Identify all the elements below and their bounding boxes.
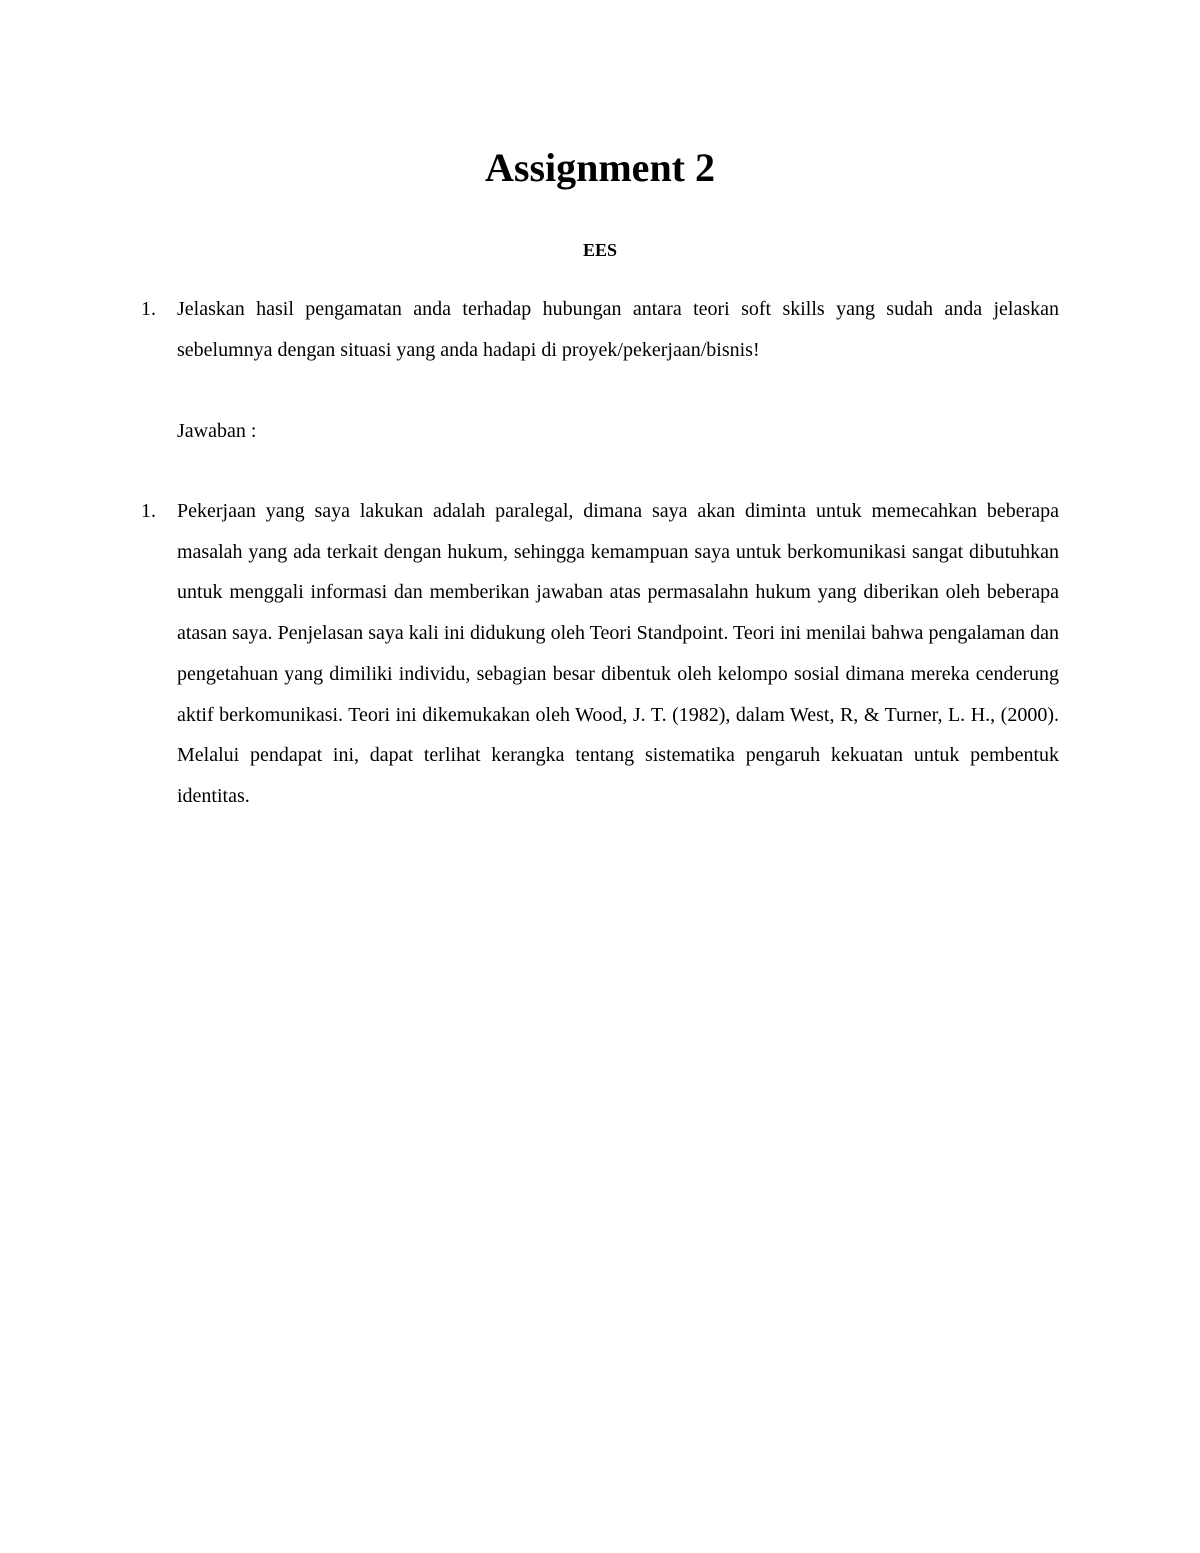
answer-text: Pekerjaan yang saya lakukan adalah paralegal, dimana saya akan diminta untuk memecahkan beberapa masalah yang ada terkait dengan hukum, sehingga kemampuan saya untuk berkomunikasi sangat dibutuhkan untuk menggali informasi dan memberikan jawaban atas permasalahn hukum yang diberikan oleh beberapa atasan saya. Penjelasan saya kali ini didukung oleh Teori Standpoint. Teori ini menilai bahwa pengalaman dan pengetahuan yang dimiliki individu, sebagian besar dibentuk oleh kelompo sosial dimana mereka cenderung aktif berkomunikasi. Teori ini dikemukakan oleh Wood, J. T. (1982), dalam West, R, & Turner, L. H., (2000). Melalui pendapat ini, dapat terlihat kerangka tentang sistematika pengaruh kekuatan untuk pembentuk identitas. [177,500,1059,807]
answer-label: Jawaban : [177,420,257,442]
question-number: 1. [141,298,156,320]
question-text: Jelaskan hasil pengamatan anda terhadap hubungan antara teori soft skills yang sudah anda jelaskan sebelumnya dengan situasi yang anda hadapi di proyek/pekerjaan/bisnis! [177,298,1059,361]
page-subtitle: EES [582,240,618,260]
answer-item [141,491,1059,817]
question-item [141,289,1059,370]
page-title: Assignment 2 [484,145,716,190]
answer-number: 1. [141,500,156,522]
